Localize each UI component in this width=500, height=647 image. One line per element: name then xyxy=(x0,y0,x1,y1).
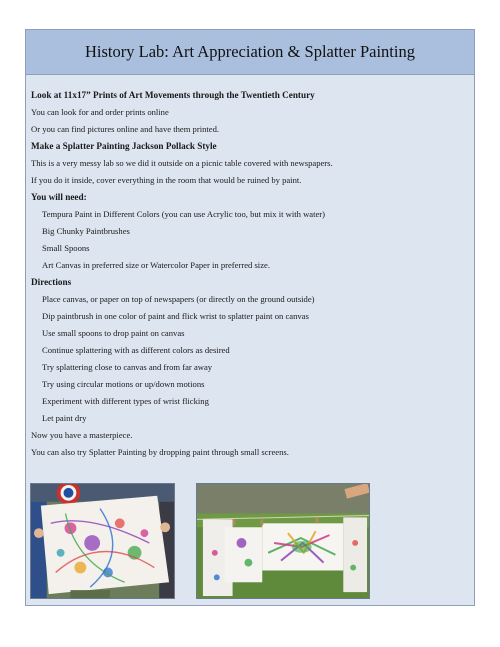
text-line: Or you can find pictures online and have them printed. xyxy=(31,124,220,134)
closing-line: Now you have a masterpiece. xyxy=(31,430,133,440)
section-heading-directions: Directions xyxy=(31,277,72,287)
photo-kids-holding-painting xyxy=(30,483,175,599)
section-heading-splatter: Make a Splatter Painting Jackson Pollack Style xyxy=(31,141,217,151)
document-body xyxy=(31,87,471,461)
text-line: You can look for and order prints online xyxy=(31,107,169,117)
direction-step: Use small spoons to drop paint on canvas xyxy=(42,328,185,338)
section-heading-supplies: You will need: xyxy=(31,192,87,202)
supply-item: Art Canvas in preferred size or Watercolor Paper in preferred size. xyxy=(42,260,270,270)
direction-step: Experiment with different types of wrist flicking xyxy=(42,396,209,406)
supply-item: Tempura Paint in Different Colors (you can use Acrylic too, but mix it with water) xyxy=(42,209,326,219)
photo-paintings-drying xyxy=(196,483,370,599)
direction-step: Place canvas, or paper on top of newspapers (or directly on the ground outside) xyxy=(42,294,315,304)
text-line: If you do it inside, cover everything in the room that would be ruined by paint. xyxy=(31,175,302,185)
direction-step: Try using circular motions or up/down motions xyxy=(42,379,205,389)
direction-step: Dip paintbrush in one color of paint and flick wrist to splatter paint on canvas xyxy=(42,311,309,321)
supply-item: Small Spoons xyxy=(42,243,90,253)
section-heading-prints: Look at 11x17” Prints of Art Movements through the Twentieth Century xyxy=(31,90,315,100)
supply-item: Big Chunky Paintbrushes xyxy=(42,226,130,236)
direction-step: Try splattering close to canvas and from far away xyxy=(42,362,213,372)
document-card xyxy=(25,29,475,606)
closing-line: You can also try Splatter Painting by dropping paint through small screens. xyxy=(31,447,289,457)
page-title: History Lab: Art Appreciation & Splatter Painting xyxy=(26,30,474,75)
direction-step: Let paint dry xyxy=(42,413,87,423)
text-line: This is a very messy lab so we did it outside on a picnic table covered with newspapers. xyxy=(31,158,333,168)
direction-step: Continue splattering with as different colors as desired xyxy=(42,345,230,355)
